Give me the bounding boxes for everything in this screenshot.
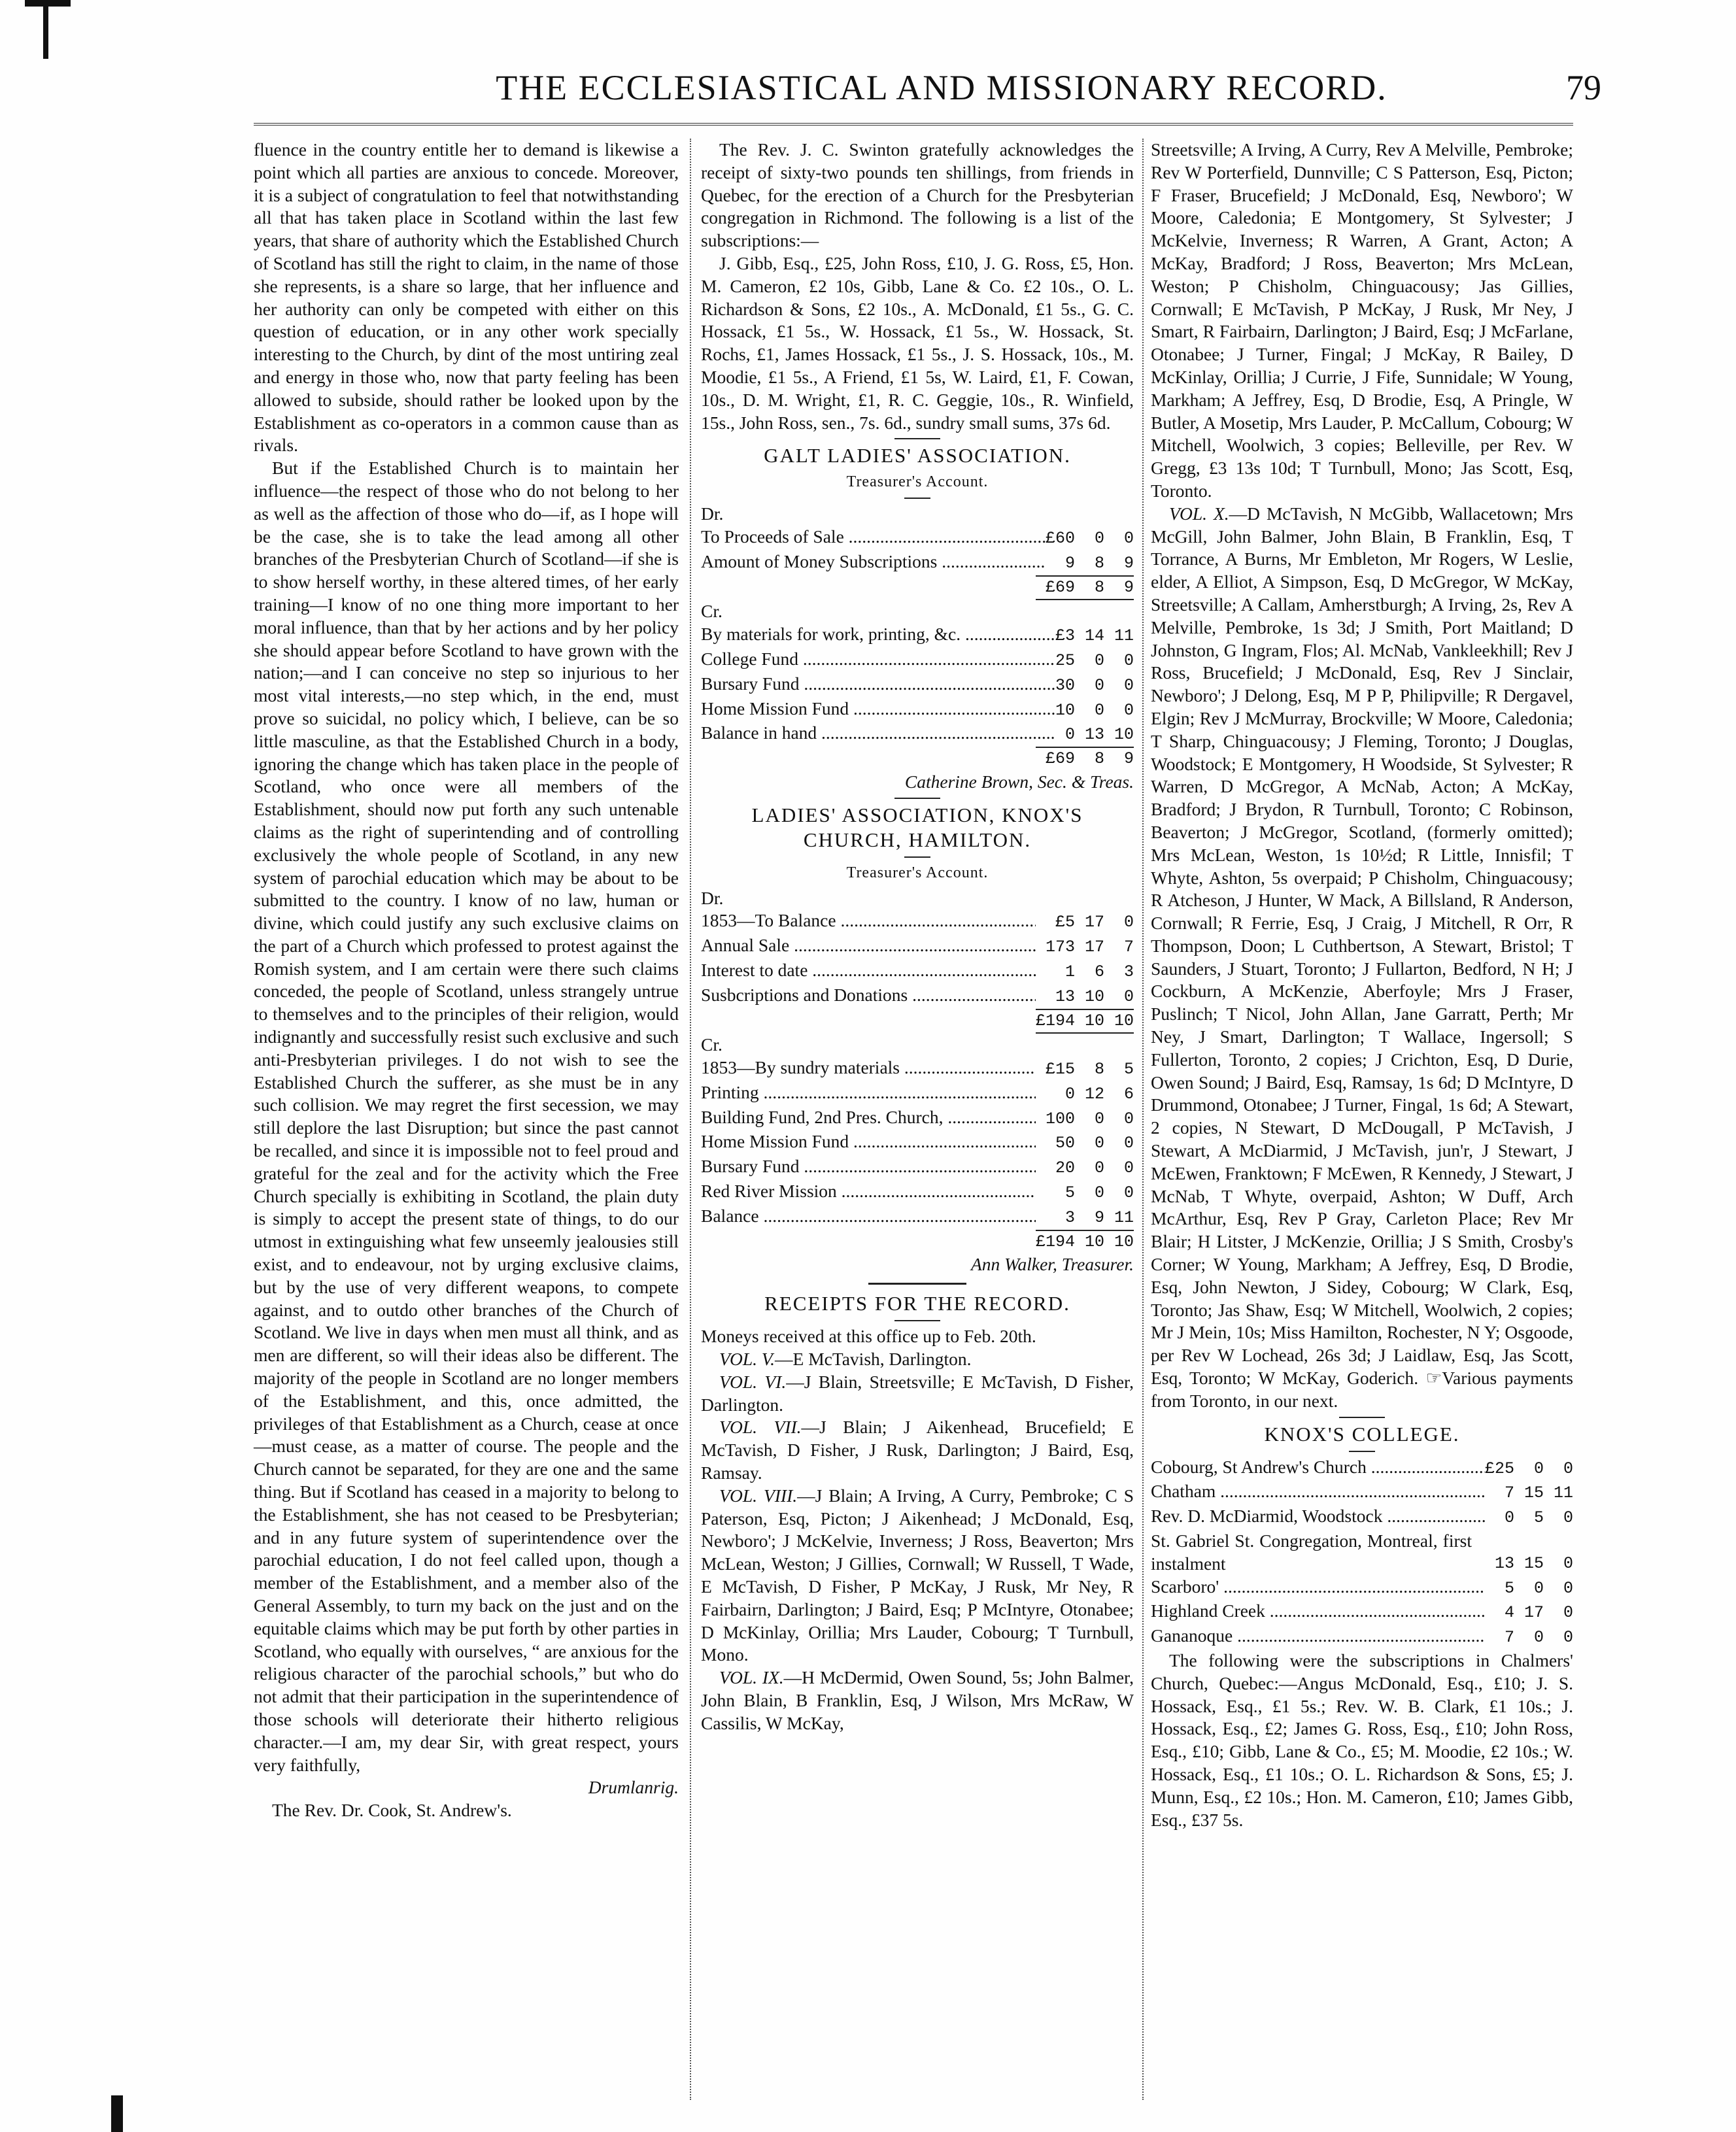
account-row-label: Balance ..... <box>701 1205 1036 1228</box>
vol-label: VOL. VII. <box>719 1417 802 1438</box>
account-row <box>1151 1600 1573 1625</box>
column-divider-1 <box>690 139 691 2100</box>
account-row <box>701 934 1134 959</box>
letter-addressee: The Rev. Dr. Cook, St. Andrew's. <box>272 1800 512 1821</box>
account-row-label: Building Fund, 2nd Pres. Church, ..... <box>701 1106 1036 1129</box>
account-row-amount: 0 12 6 <box>1035 1084 1134 1104</box>
account-row-label: Scarboro' ..... <box>1151 1576 1485 1599</box>
divider <box>904 856 930 858</box>
account-row-amount: 30 0 0 <box>1055 675 1134 695</box>
header-rule <box>254 123 1573 126</box>
receipts-vol-9 <box>701 1667 1134 1734</box>
divider <box>1349 1451 1375 1452</box>
college-heading: KNOX'S COLLEGE. <box>1264 1422 1460 1446</box>
receipts-vol-7 <box>701 1416 1134 1484</box>
account-row-amount: 50 0 0 <box>1035 1134 1134 1153</box>
account-row-label: Rev. D. McDiarmid, Woodstock ..... <box>1151 1505 1485 1528</box>
vol-label: VOL. X. <box>1169 503 1229 524</box>
divider <box>894 438 940 439</box>
account-row-label: Bursary Fund ..... <box>701 673 1055 696</box>
account-row-label: St. Gabriel St. Congregation, Montreal, first instalment <box>1151 1531 1472 1574</box>
account-total <box>701 577 1134 600</box>
knox-cr-label: Cr. <box>701 1034 723 1055</box>
account-row <box>701 1106 1134 1131</box>
account-row <box>701 550 1134 575</box>
vol-entries: —D McTavish, N McGibb, Wallacetown; Mrs McGill, John Balmer, John Blain, B Franklin, Esq, T Torrance, A Burns, Mr Embleton, Mr Rogers, W Leslie, elder, A Elliot, A Simpson, Esq, D McGregor, W McKay, Streetsville; A Callam, Amherstburgh; A Irving, 2s, Rev A Melville, Pembroke, 1s 3d; J Smith, Port Maitland; D Johnston, G Ingram, Flos; Al. McNab, Vankleekhill; Rev J Ross, Brucefield; J McDonald, Esq, Rev J Sinclair, Newboro'; J Delong, Esq, M P P, Philipville; R Dergavel, Elgin; Rev J McMurray, Brockville; W Moore, Caledonia; T Sharp, Chinguacousy; J Fleming, Toronto; J Douglas, Woodstock; E Montgomery, H Woodside, St Sylvester; R Warren, D McGregor, A McNab, Acton; A McKay, Bradford; J Brydon, R Turnbull, Toronto; C Robinson, Beaverton; J McGregor, Scotland, (formerly omitted); Mrs McLean, Weston, 1s 10½d; R Little, Innisfil; T Whyte, Ashton, 5s overpaid; P Chisholm, Chinguacousy; R Atcheson, J Hunter, W Mack, A Billsland, R Anderson, Cornwall; R Ferrie, Esq, J Craig, J Mitchell, R Orr, R Thompson, Doon; L Cuthbertson, A Stewart, Bristol; T Saunders, J Stuart, Toronto; J Fullarton, Bedford, N H; J Cockburn, A McKenzie, Aberfoyle; Mrs J Fraser, Puslinch; T Nicol, John Allan, Jane Garratt, Perth; Mr Ney, J Smart, Darlington; T Wallace, Ingersoll; S Fullerton, Toronto, 2 copies; J Crichton, Esq, D Durie, Owen Sound; J Baird, Esq, Ramsay, 1s 6d; D McIntyre, D Drummond, Otonabee; J Turner, Fingal, 1s 6d; A Stewart, 2 copies, N Stewart, D McDougall, P McTavish, J Stewart, A McDiarmid, J McTavish, jun'r, J Stewart, J McEwen, Franktown; F McEwen, R Kennedy, J Stewart, J McNab, T Whyte, overpaid, Ashton; W Duff, Arch McArthur, Esq, Rev P Gray, Carleton Place; Rev Mr Blair; H Litster, J McKenzie, Orillia; J S Smith, Crosby's Corner; W Young, Markham; A Jeffrey, Esq, D Brodie, Esq, John Newton, J Sidey, Cobourg; W Clark, Esq, Toronto; Jas Shaw, Esq; W Mitchell, Woolwich, 2 copies; Mr J Mein, 10s; Miss Hamilton, Rochester, N Y; Osgoode, per Rev W Lochead, 26s 3d; J Laidlaw, Esq, Jas Scott, Esq, Toronto; W McKay, Goderich. ☞Various payments from Toronto, in our next. <box>1151 503 1573 1411</box>
vol-label: VOL. IX. <box>719 1667 784 1688</box>
divider <box>894 1320 940 1321</box>
account-row <box>701 909 1134 934</box>
account-row-amount: 173 17 7 <box>1035 938 1134 957</box>
account-row-amount: 25 0 0 <box>1055 651 1134 670</box>
account-row <box>1151 1625 1573 1650</box>
account-row-label: Printing ..... <box>701 1081 1036 1104</box>
account-row-amount: £60 0 0 <box>1045 528 1134 548</box>
account-row-label: Chatham ..... <box>1151 1480 1485 1503</box>
account-row-label: Red River Mission ..... <box>701 1180 1036 1203</box>
account-row <box>1151 1480 1573 1505</box>
account-total <box>701 1010 1134 1033</box>
swinton-subscriptions: J. Gibb, Esq., £25, John Ross, £10, J. G. Ross, £5, Hon. M. Cameron, £2 10s, Gibb, Lane & Co. £2 10s., O. L. Richardson & Sons, £2 10s., A. McDonald, £1 5s., G. C. Hossack, £1 5s., W. Hossack, £1 5s., W. Hossack, St. Rochs, £1, James Hossack, £1 5s., J. S. Hossack, 10s., M. Moodie, £1 5s., A Friend, £1 5s, W. Laird, £1, F. Cowan, 10s., D. M. Wright, £1, R. C. Geggie, 10s., R. Winfield, 15s., John Ross, sen., 7s. 6d., sundry small sums, 37s 6d. <box>701 252 1134 433</box>
account-row-amount: 100 0 0 <box>1035 1109 1134 1128</box>
account-row <box>701 698 1134 722</box>
galt-account-title: Treasurer's Account. <box>846 473 989 491</box>
account-row <box>701 623 1134 648</box>
account-row-label: Home Mission Fund ..... <box>701 698 1055 720</box>
account-row <box>701 648 1134 673</box>
account-row <box>701 526 1134 550</box>
account-row <box>1151 1530 1573 1576</box>
vol-entries: —J Blain; A Irving, A Curry, Pembroke; C S Paterson, Esq, Picton; J Aikenhead; J McDonald, Esq, Newboro'; J McKelvie, Inverness; J Ross, Beaverton; Mrs McLean, Weston; J Gillies, Cornwall; W Russell, T Wade, E McTavish, D Fisher, P McKay, J Rusk, Mr Ney, R Fairbairn, Darlington; J Baird, Esq; P McIntyre, Otonabee; D McKinlay, Orillia; Mrs Lauder, Cobourg; T Turnbull, Mono. <box>701 1485 1134 1665</box>
letter-paragraph-1: fluence in the country entitle her to demand is likewise a point which all parties are anxious to concede. Moreover, it is a subject of congratulation to feel that notwithstanding all that has taken place in Scotland within the last few years, that share of authority which the Established Church of Scotland has still the right to claim, in the name of those she represents, is a share so large, that her influence and her authority can only be competed with either on this question of education, or in any other work specially interesting to the Church, by dint of the most untiring zeal and energy in those who, now that party feeling has been allowed to subside, should rather be looked upon by the Establishment as co-operators in a common cause than as rivals. <box>254 139 679 456</box>
knox-heading-line-1: LADIES' ASSOCIATION, KNOX'S <box>751 803 1083 826</box>
receipts-vol-8 <box>701 1485 1134 1667</box>
account-row-label: Home Mission Fund ..... <box>701 1130 1036 1153</box>
column-3 <box>1151 139 1573 1831</box>
vol-label: VOL. VIII. <box>719 1485 798 1506</box>
knox-dr-label: Dr. <box>701 887 724 908</box>
account-row <box>1151 1456 1573 1481</box>
column-1 <box>254 139 679 1822</box>
binding-mark-bottom <box>111 2095 123 2132</box>
knox-account-title: Treasurer's Account. <box>846 864 989 881</box>
knox-signature: Ann Walker, Treasurer. <box>970 1254 1134 1275</box>
account-row <box>701 1155 1134 1180</box>
account-row <box>701 1205 1134 1230</box>
account-row-amount: £15 8 5 <box>1035 1060 1134 1079</box>
column-2 <box>701 139 1134 1735</box>
account-row <box>1151 1576 1573 1600</box>
column-divider-2 <box>1142 139 1144 2100</box>
account-row-label: 1853—By sundry materials ..... <box>701 1057 1036 1079</box>
galt-dr-label: Dr. <box>701 503 724 524</box>
account-row-amount: 0 5 0 <box>1484 1508 1573 1528</box>
galt-cr-label: Cr. <box>701 601 723 622</box>
account-row <box>1151 1505 1573 1530</box>
account-row-amount: 13 15 0 <box>1484 1553 1573 1573</box>
vol-entries: —E McTavish, Darlington. <box>775 1349 972 1370</box>
binding-mark-top-stem <box>43 0 48 59</box>
account-row-amount: £3 14 11 <box>1055 626 1134 646</box>
account-row-amount: 4 17 0 <box>1484 1603 1573 1623</box>
account-row-label: Balance in hand ..... <box>701 722 1055 745</box>
vol-label: VOL. V. <box>719 1349 775 1370</box>
account-row-amount: 9 8 9 <box>1045 553 1134 573</box>
account-row-amount: 13 10 0 <box>1035 987 1134 1006</box>
account-row-label: Annual Sale ..... <box>701 934 1036 957</box>
account-total <box>701 1231 1134 1254</box>
divider <box>1339 1417 1385 1418</box>
account-row-amount: £5 17 0 <box>1035 913 1134 932</box>
account-row-amount: £25 0 0 <box>1484 1459 1573 1478</box>
account-row-label: Highland Creek ..... <box>1151 1600 1485 1623</box>
account-row-amount: 5 0 0 <box>1035 1183 1134 1203</box>
knox-heading-line-2: CHURCH, HAMILTON. <box>803 828 1032 851</box>
account-row-label: Interest to date ..... <box>701 959 1036 982</box>
account-row <box>701 1057 1134 1081</box>
account-row-label: Susbcriptions and Donations ..... <box>701 984 1036 1007</box>
account-row-label: To Proceeds of Sale ..... <box>701 526 1046 549</box>
account-row-label: 1853—To Balance ..... <box>701 909 1036 932</box>
account-row-amount: 3 9 11 <box>1035 1208 1134 1227</box>
receipts-vol-5 <box>701 1348 1134 1371</box>
account-total-amount: £69 8 9 <box>1045 749 1134 769</box>
page-number: 79 <box>1566 68 1601 107</box>
account-row <box>701 1180 1134 1205</box>
account-row <box>701 673 1134 698</box>
chalmers-subscriptions: The following were the subscriptions in Chalmers' Church, Quebec:—Angus McDonald, Esq., £10; J. S. Hossack, Esq., £1 5s.; Rev. W. B. Clark, £1 10s.; J. Hossack, Esq., £2; James G. Ross, Esq., £10; John Ross, Esq., £10; Gibb, Lane & Co., £5; M. Moodie, £2 10s.; W. Hossack, Esq., £1 10s.; O. L. Richardson & Sons, £5; J. Munn, Esq., £2 10s.; Hon. M. Cameron, £10; James Gibb, Esq., £37 5s. <box>1151 1650 1573 1830</box>
account-row <box>701 1130 1134 1155</box>
receipts-intro: Moneys received at this office up to Feb. 20th. <box>701 1326 1036 1347</box>
vol-entries: —J Blain, Streetsville; E McTavish, D Fisher, Darlington. <box>701 1371 1134 1415</box>
vol-entries: —J Blain; J Aikenhead, Brucefield; E McTavish, D Fisher, J Rusk, Darlington; J Baird, Esq, Ramsay. <box>701 1417 1134 1483</box>
vol-entries: —H McDermid, Owen Sound, 5s; John Balmer, John Blain, B Franklin, Esq, J Wilson, Mrs McRaw, W Cassilis, W McKay, <box>701 1667 1134 1733</box>
account-row-label: College Fund ..... <box>701 648 1055 671</box>
account-row-label: Amount of Money Subscriptions ..... <box>701 550 1046 573</box>
account-row-label: Cobourg, St Andrew's Church ..... <box>1151 1456 1485 1479</box>
receipts-vol-6 <box>701 1371 1134 1417</box>
galt-signature: Catherine Brown, Sec. & Treas. <box>904 771 1134 792</box>
masthead-title: THE ECCLESIASTICAL AND MISSIONARY RECORD. <box>496 68 1387 107</box>
account-row-amount: 0 13 10 <box>1055 725 1134 745</box>
account-row-amount: 1 6 3 <box>1035 962 1134 981</box>
account-total-amount: £194 10 10 <box>1035 1011 1134 1030</box>
account-row <box>701 984 1134 1009</box>
receipts-heading: RECEIPTS FOR THE RECORD. <box>764 1292 1070 1315</box>
divider <box>894 798 940 799</box>
account-row-amount: 7 15 11 <box>1484 1483 1573 1503</box>
account-total <box>701 748 1134 771</box>
divider <box>904 498 930 499</box>
galt-heading: GALT LADIES' ASSOCIATION. <box>764 444 1071 467</box>
ornament-rule <box>868 1283 966 1285</box>
account-row-label: Gananoque ..... <box>1151 1625 1485 1648</box>
account-row-amount: 20 0 0 <box>1035 1159 1134 1178</box>
account-row <box>701 722 1134 747</box>
account-total-amount: £69 8 9 <box>1045 577 1134 597</box>
account-row-amount: 10 0 0 <box>1055 700 1134 720</box>
vol-label: VOL. VI. <box>719 1371 787 1392</box>
letter-paragraph-2: But if the Established Church is to maintain her influence—the respect of those who do not belong to her as well as the affection of those who do—if, as I hope will be the case, she is to take the lead among all other branches of the Presbyterian Church of Scotland—if she is to show herself worthy, in these altered times, of her early training—I know of no one thing more important to her moral influence, than that by her actions and by her policy she should appear before Scotland to have grown with the nation;—and I can conceive no step so injurious to her most vital interests,—no step which, in the end, must prove so suicidal, no policy which, I believe, can be so little masculine, as that the Established Church in a body, ignoring the change which has taken place in the people of Scotland, who once were all members of the Establishment, should now put forth any such untenable claims as the right of superintending and of controlling exclusively the whole people of Scotland, in any new system of parochial education which may be about to be submitted to the country. I know of no law, human or divine, which could justify any such exclusive claims on the part of a Church which professed to protest against the Romish system, and I am certain were there such claims conceded, the people of Scotland, unless strangely untrue to themselves and to the principles of their religion, would indignantly and successfully resist such exclusive and such anti-Presbyterian privileges. I do not wish to see the Established Church the sufferer, as she must be in any such collision. We may regret the first secession, we may still deplore the last Disruption; but since the past cannot be recalled, and since it is impossible not to feel proud and grateful for the zeal and for the activity which the Free Church specially is exhibiting in Scotland, the plain duty is simply to accept the present state of things, to do our utmost in extinguishing what few unseemly jealousies still exist, and to endeavour, not by urging exclusive claims, but by the use of very different weapons, to compete against, and to outdo other branches of the Church of Scotland. We live in days when men must all think, and as men are different, so will their ideas also be different. The majority of the people in Scotland are no longer members of the Establishment, and this, once admitted, the privileges of that Establishment as a Church, cease at once—must cease, as a matter of course. The people and the Church cannot be separated, for they are one and the same thing. But if Scotland has ceased in a majority to belong to the Establishment, she has not ceased to be Presbyterian; and in any future system of superintendence over the parochial education, I do not feel called upon, though a member of the Establishment, and a member also of the General Assembly, to turn my back on the just and on the equitable claims which may be put forth by other parties in Scotland, who equally with ourselves, “ are anxious for the religious character of the parochial schools,” but who do not admit that their participation in the superintendence of those schools will deteriorate their hitherto religious character.—I am, my dear Sir, with great respect, yours very faithfully, <box>254 458 679 1775</box>
letter-signature: Drumlanrig. <box>588 1777 679 1798</box>
receipts-vol-10 <box>1151 503 1573 1413</box>
account-row-amount: 7 0 0 <box>1484 1628 1573 1648</box>
account-row <box>701 959 1134 984</box>
account-row-label: By materials for work, printing, &c. ..... <box>701 623 1055 646</box>
receipts-continued: Streetsville; A Irving, A Curry, Rev A Melville, Pembroke; Rev W Porterfield, Dunnville; C S Patterson, Esq, Picton; F Fraser, Brucefield; J McDonald, Esq, Newboro'; W Moore, Caledonia; E Montgomery, St Sylvester; J McKelvie, Inverness; R Warren, A Grant, Acton; A McKay, Bradford; J Ross, Beaverton; Mrs McLean, Weston; P Chisholm, Chinguacousy; Jas Gillies, Cornwall; E McTavish, P McKay, J Rusk, Mr Ney, J Smart, R Fairbairn, Darlington; J Baird, Esq; J McFarlane, Otonabee; J Turner, Fingal; J McKay, R Bailey, D McKinlay, Orillia; J Currie, J Fife, Sunnidale; W Young, Markham; A Jeffrey, Esq, D Brodie, Esq, A Pringle, W Butler, A Mosetip, Mrs Lauder, P. McCallum, Cobourg; W Mitchell, Woolwich, 3 copies; Belleville, per Rev. W Gregg, £3 13s 10d; T Turnbull, Mono; Jas Scott, Esq, Toronto. <box>1151 139 1573 501</box>
account-row-label: Bursary Fund ..... <box>701 1155 1036 1178</box>
account-row-amount: 5 0 0 <box>1484 1578 1573 1598</box>
account-row <box>701 1081 1134 1106</box>
account-total-amount: £194 10 10 <box>1035 1232 1134 1251</box>
swinton-notice: The Rev. J. C. Swinton gratefully acknowledges the receipt of sixty-two pounds ten shillings, from friends in Quebec, for the erection of a Church for the Presbyterian congregation in Richmond. The following is a list of the subscriptions:— <box>701 139 1134 251</box>
